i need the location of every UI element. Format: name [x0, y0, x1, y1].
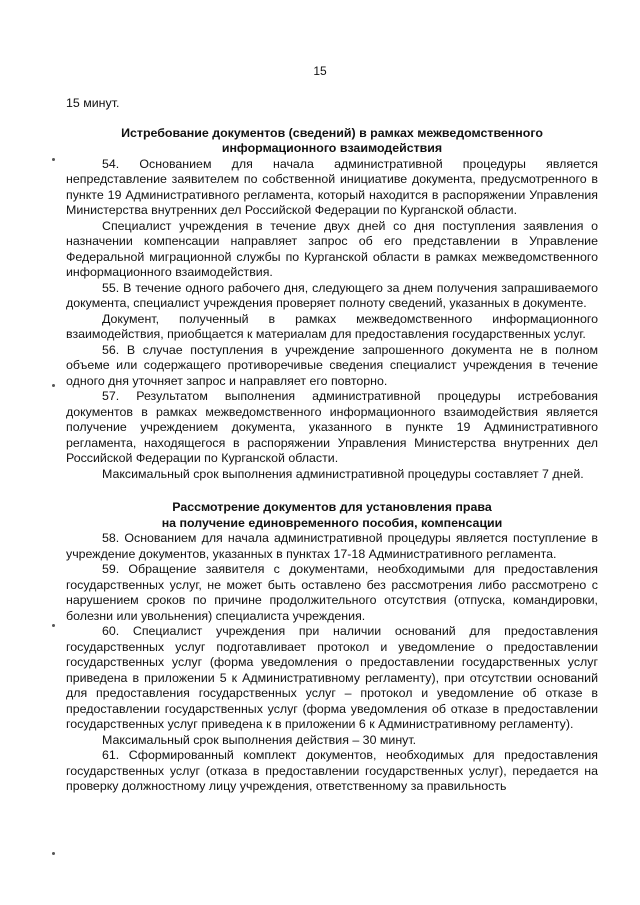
scan-mark: [52, 624, 55, 627]
paragraph-document-attached: Документ, полученный в рамках межведомственного информационного взаимодействия, приобщается к материалам для предоставления государственных услуг.: [66, 311, 598, 341]
heading-line-2: информационного взаимодействия: [221, 141, 443, 155]
paragraph-56: 56. В случае поступления в учреждение запрошенного документа не в полном объеме или содержащего противоречивые сведения специалист учреждения в течение одного дня уточняет запрос и направляет его повторно.: [66, 342, 598, 388]
paragraph-59: 59. Обращение заявителя с документами, необходимыми для предоставления государственных услуг, не может быть оставлено без рассмотрения либо рассмотрено с нарушением сроков по причине продолжительного отсутствия (отпуска, командировки, болезни или увольнения) специалиста учреждения.: [66, 562, 598, 623]
paragraph-max-term-7-days: Максимальный срок выполнения административной процедуры составляет 7 дней.: [102, 466, 584, 481]
paragraph-57: 57. Результатом выполнения административной процедуры истребования документов в рамках межведомственного информационного взаимодействия является получение учреждением документа, указанного в пункте 19 Административного регламента, находящегося в распоряжении Управления Министерства внутренних дел Российской Федерации по Курганской области.: [66, 389, 598, 465]
heading-line-1: Рассмотрение документов для установления права: [172, 500, 492, 514]
document-body: [66, 96, 598, 795]
heading-line-1: Истребование документов (сведений) в рамках межведомственного: [121, 125, 543, 140]
paragraph-max-term-30-min: Максимальный срок выполнения действия – 30 минут.: [102, 732, 417, 747]
paragraph-55: 55. В течение одного рабочего дня, следующего за днем получения запрашиваемого документа, специалист учреждения проверяет полноту сведений, указанных в документе.: [66, 280, 598, 310]
continuation-text: 15 минут.: [66, 96, 120, 110]
page-number: 15: [313, 64, 327, 78]
scan-mark: [52, 384, 55, 387]
paragraph-specialist-request: Специалист учреждения в течение двух дней со дня поступления заявления о назначении компенсации направляет запрос об его представлении в Управление Федеральной миграционной службы по Курганской области в рамках межведомственного информационного взаимодействия.: [66, 218, 598, 279]
paragraph-60: 60. Специалист учреждения при наличии оснований для предоставления государственных услуг подготавливает протокол и уведомление о предоставлении государственных услуг (форма уведомления о предоставлении государственных услуг приведена в приложении 5 к Административному регламенту), при отсутствии оснований для предоставления государственных услуг – протокол и уведомление об отказе в предоставлении государственных услуг (форма уведомления об отказе в предоставлении государственных услуг приведена к в приложении 6 к Административному регламенту).: [66, 624, 598, 731]
scan-mark: [52, 158, 55, 161]
heading-line-2: на получение единовременного пособия, компенсации: [161, 515, 503, 530]
scan-mark: [52, 852, 55, 855]
paragraph-61: 61. Сформированный комплект документов, необходимых для предоставления государственных услуг (отказа в предоставлении государственных услуг), передается на проверку должностному лицу учреждения, ответственному за правильность: [66, 748, 598, 793]
paragraph-54: 54. Основанием для начала административной процедуры является непредставление заявителем по собственной инициативе документа, предусмотренного в пункте 19 Административного регламента, который находится в распоряжении Управления Министерства внутренних дел Российской Федерации по Курганской области.: [66, 156, 598, 217]
section-heading-review: [66, 500, 598, 531]
section-heading-interagency: [66, 126, 598, 157]
paragraph-58: 58. Основанием для начала административной процедуры является поступление в учреждение документов, указанных в пунктах 17-18 Административного регламента.: [66, 531, 598, 561]
